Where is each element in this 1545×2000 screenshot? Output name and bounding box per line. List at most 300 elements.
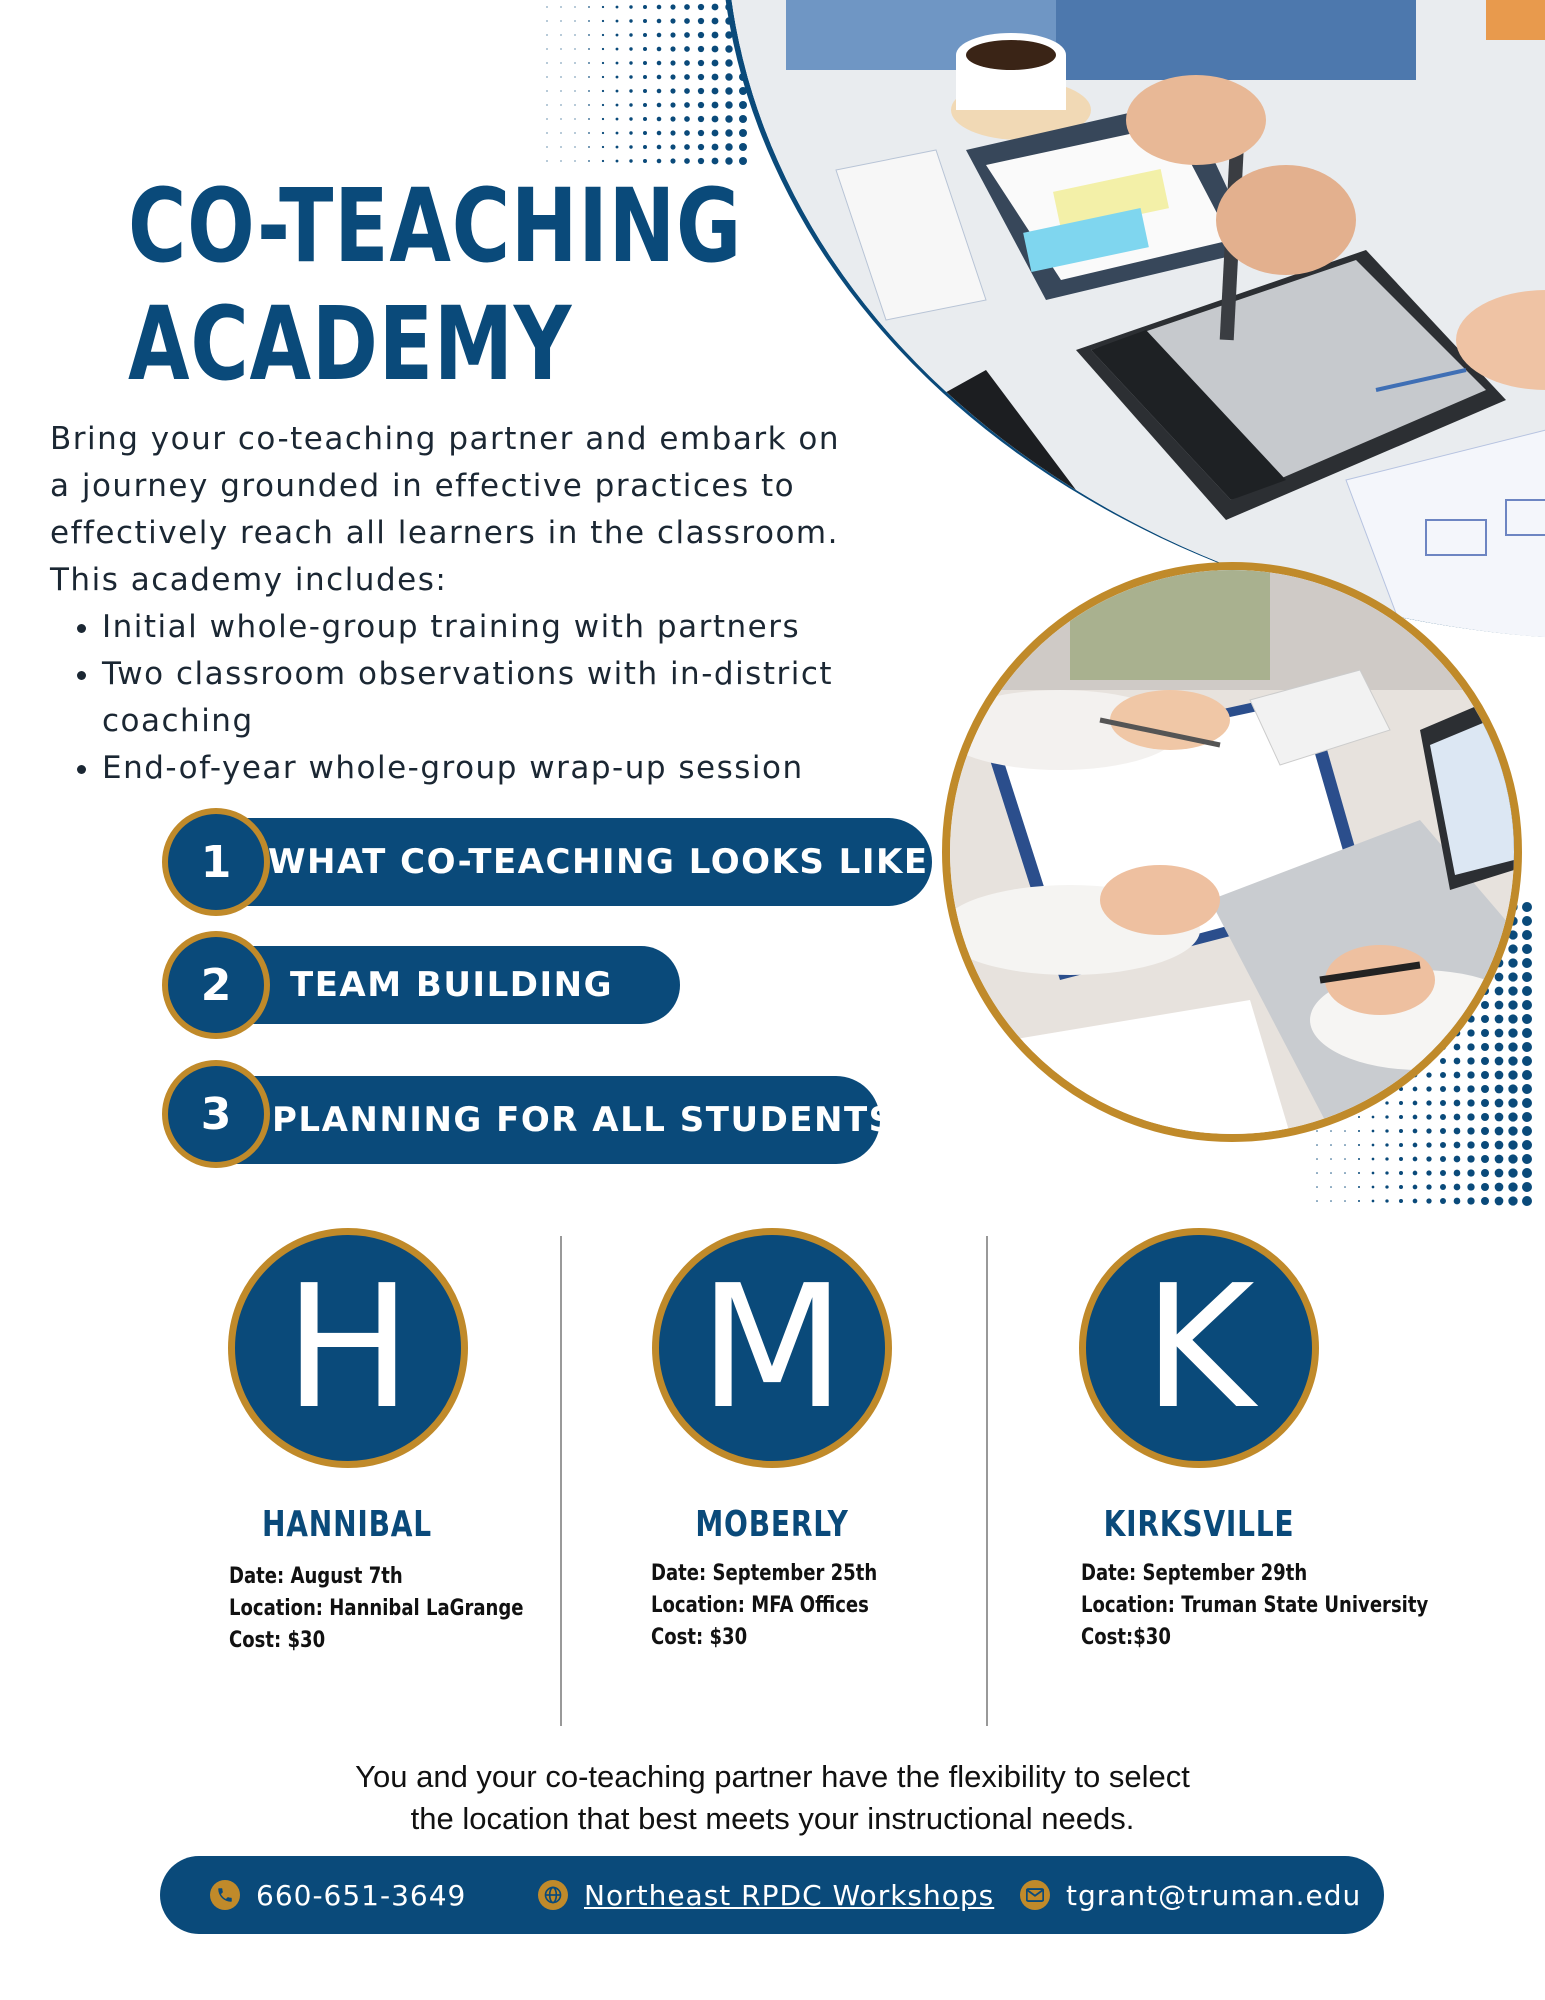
halftone-dot [657,33,662,38]
halftone-dot [602,90,604,92]
halftone-dot [629,75,632,78]
halftone-dot [1372,1158,1375,1161]
halftone-dot [698,144,704,150]
step-3-pill [170,1076,895,1164]
halftone-dot [602,6,604,8]
column-divider [560,1236,562,1726]
halftone-dot [698,46,704,52]
halftone-dot [602,118,604,120]
contact-email[interactable] [1020,1856,1361,1934]
halftone-dot [657,159,662,164]
halftone-dot [1454,1170,1461,1177]
step-2-pill [170,946,680,1024]
halftone-dot [670,158,675,163]
halftone-dot [629,89,632,92]
halftone-dot [1399,1185,1403,1189]
halftone-dot [546,48,547,49]
halftone-dot [670,60,675,65]
halftone-dot [629,47,632,50]
halftone-dot [1522,1070,1532,1080]
halftone-dot [602,62,604,64]
halftone-dot [560,20,561,21]
moberly-details [651,1558,877,1654]
halftone-dot [712,88,719,95]
halftone-dot [1522,1042,1532,1052]
halftone-dot [670,102,675,107]
halftone-dot [546,118,547,119]
halftone-dot [1413,1185,1418,1190]
halftone-dot [546,146,547,147]
halftone-dot [698,102,704,108]
halftone-dot [1344,1186,1346,1188]
halftone-dot [1399,1199,1403,1203]
halftone-dot [602,48,604,50]
mail-icon [1020,1880,1050,1910]
halftone-dot [1522,958,1532,968]
halftone-dot [602,132,604,134]
halftone-dot [1522,1028,1532,1038]
kirksville-details [1081,1558,1428,1654]
halftone-dot [560,104,561,105]
halftone-dot [1399,1157,1403,1161]
halftone-dot [602,20,604,22]
location-date: Date: September 25th [651,1561,878,1586]
halftone-dot [670,88,675,93]
halftone-dot [698,18,704,24]
halftone-dot [698,158,704,164]
halftone-dot [546,20,547,21]
halftone-dot [629,145,632,148]
halftone-dot [1481,1155,1489,1163]
round-photo-meeting [942,562,1522,1142]
page-title [128,168,742,404]
halftone-dot [574,62,575,63]
halftone-dot [1522,1014,1532,1024]
halftone-dot [1467,1155,1474,1162]
halftone-dot [1522,1154,1532,1164]
halftone-dot [1358,1172,1360,1174]
halftone-dot [1522,944,1532,954]
halftone-dot [657,117,662,122]
location-cost: Cost:$30 [1081,1625,1171,1650]
halftone-dot [657,47,662,52]
halftone-dot [1522,930,1532,940]
halftone-dot [1385,1171,1388,1174]
halftone-dot [643,89,647,93]
halftone-dot [698,4,704,10]
halftone-dot [712,4,719,11]
halftone-dot [657,89,662,94]
halftone-dot [629,159,632,162]
phone-icon [210,1880,240,1910]
halftone-dot [670,144,675,149]
halftone-dot [657,131,662,136]
location-date: Date: August 7th [229,1564,403,1589]
halftone-dot [1372,1172,1375,1175]
halftone-dot [1508,1168,1517,1177]
halftone-dot [1426,1184,1431,1189]
halftone-dot [560,132,561,133]
halftone-dot [560,90,561,91]
halftone-dot [712,46,719,53]
halftone-dot [1522,972,1532,982]
academy-includes-list [50,604,850,792]
halftone-dot [1481,1141,1489,1149]
halftone-dot [643,159,647,163]
halftone-dot [684,158,690,164]
halftone-dot [1495,1155,1504,1164]
halftone-dot [588,20,590,22]
halftone-dot [616,160,619,163]
halftone-dot [574,146,575,147]
moberly-letter-badge: M [652,1228,892,1468]
location-date: Date: September 29th [1081,1561,1308,1586]
halftone-dot [1522,986,1532,996]
halftone-dot [574,48,575,49]
halftone-dot [546,160,547,161]
halftone-dot [1413,1199,1418,1204]
halftone-dot [574,34,575,35]
halftone-dot [588,34,590,36]
halftone-dot [712,18,719,25]
halftone-dot [698,32,704,38]
closing-line-2: the location that best meets your instructional needs. [410,1801,1135,1836]
halftone-dot [1508,1154,1517,1163]
intro-section [50,416,850,792]
halftone-dot [1522,1084,1532,1094]
halftone-dot [602,34,604,36]
halftone-dot [1522,916,1532,926]
halftone-dot [684,130,690,136]
halftone-dot [1372,1144,1375,1147]
halftone-dot [684,88,690,94]
halftone-dot [546,34,547,35]
halftone-dot [1385,1185,1388,1188]
halftone-dot [643,47,647,51]
halftone-dot [1413,1157,1418,1162]
halftone-dot [574,160,575,161]
title-line-2: ACADEMY [128,285,573,404]
halftone-dot [616,62,619,65]
halftone-dot [1522,1126,1532,1136]
halftone-dot [560,146,561,147]
halftone-dot [712,74,719,81]
closing-line-1: You and your co-teaching partner have the flexibility to select [355,1759,1190,1794]
halftone-dot [684,46,690,52]
list-item: • Two classroom observations with in-district coaching [102,651,850,745]
contact-website[interactable] [538,1856,994,1934]
halftone-dot [698,60,704,66]
halftone-dot [629,61,632,64]
kirksville-letter-badge: K [1079,1228,1319,1468]
halftone-dot [1316,1172,1318,1174]
halftone-dot [1522,1140,1532,1150]
halftone-dot [616,6,619,9]
halftone-dot [560,48,561,49]
halftone-dot [560,62,561,63]
halftone-dot [643,145,647,149]
halftone-dot [698,88,704,94]
halftone-dot [712,32,719,39]
halftone-dot [670,116,675,121]
halftone-dot [560,76,561,77]
step-1-pill [170,818,932,906]
halftone-dot [1330,1158,1332,1160]
halftone-dot [616,76,619,79]
halftone-dot [1413,1143,1418,1148]
halftone-dot [1508,1196,1517,1205]
halftone-dot [1372,1186,1375,1189]
halftone-dot [1344,1144,1346,1146]
halftone-dot [1454,1142,1461,1149]
halftone-dot [588,104,590,106]
halftone-dot [546,90,547,91]
halftone-dot [574,118,575,119]
halftone-dot [588,118,590,120]
halftone-dot [616,146,619,149]
list-item: • Initial whole-group training with partners [102,604,850,651]
halftone-dot [1467,1197,1474,1204]
halftone-dot [684,102,690,108]
location-cost: Cost: $30 [229,1628,326,1653]
halftone-dot [588,76,590,78]
halftone-dot [1522,1168,1532,1178]
halftone-dot [657,103,662,108]
halftone-dot [1454,1198,1461,1205]
halftone-dot [1316,1186,1318,1188]
halftone-dot [643,33,647,37]
step-number: 3 [162,1060,270,1168]
halftone-dot [1495,1183,1504,1192]
halftone-dot [684,116,690,122]
halftone-dot [1316,1200,1318,1202]
halftone-dot [1440,1184,1446,1190]
halftone-dot [684,74,690,80]
halftone-dot [629,103,632,106]
halftone-dot [629,131,632,134]
halftone-dot [1481,1169,1489,1177]
halftone-dot [1330,1144,1332,1146]
column-divider [986,1236,988,1726]
halftone-dot [657,145,662,150]
halftone-dot [712,60,719,67]
halftone-dot [1358,1186,1360,1188]
halftone-dot [1508,1140,1517,1149]
halftone-dot [588,6,590,8]
hannibal-details [229,1561,524,1657]
halftone-dot [1426,1156,1431,1161]
halftone-dot [616,132,619,135]
email-address: tgrant@truman.edu [1066,1878,1362,1912]
halftone-dot [698,130,704,136]
halftone-dot [602,104,604,106]
halftone-dot [588,132,590,134]
halftone-dot [1330,1186,1332,1188]
halftone-dot [670,18,675,23]
halftone-dot [1413,1171,1418,1176]
hannibal-name: HANNIBAL [262,1504,432,1545]
halftone-dot [574,6,575,7]
halftone-dot [712,144,719,151]
halftone-dot [684,144,690,150]
halftone-dot [684,4,690,10]
halftone-dot [616,118,619,121]
halftone-dot [574,104,575,105]
halftone-dot [616,48,619,51]
halftone-dot [1495,1141,1504,1150]
halftone-dot [616,90,619,93]
halftone-dot [684,18,690,24]
halftone-dot [670,46,675,51]
hannibal-letter-badge: H [228,1228,468,1468]
halftone-dot [546,132,547,133]
halftone-dot [1344,1172,1346,1174]
halftone-dot [1481,1197,1489,1205]
halftone-dot [546,62,547,63]
halftone-dot [1385,1143,1388,1146]
halftone-dot [629,117,632,120]
halftone-dot [657,19,662,24]
halftone-dot [1467,1141,1474,1148]
step-label: PLANNING FOR ALL STUDENTS [272,1100,895,1140]
contact-phone[interactable] [210,1856,466,1934]
halftone-dot [657,61,662,66]
halftone-dot [1358,1144,1360,1146]
halftone-dot [643,19,647,23]
halftone-dot [643,131,647,135]
halftone-dot [643,117,647,121]
step-number: 2 [162,931,270,1039]
halftone-dot [670,74,675,79]
halftone-dot [1440,1156,1446,1162]
halftone-dot [1426,1198,1431,1203]
location-cost: Cost: $30 [651,1625,748,1650]
halftone-dot [670,130,675,135]
halftone-dot [1426,1142,1431,1147]
step-label: TEAM BUILDING [290,965,613,1005]
halftone-dot [588,160,590,162]
halftone-dot [1316,1144,1318,1146]
halftone-dot [1454,1156,1461,1163]
halftone-dot [712,116,719,123]
step-number: 1 [162,808,270,916]
halftone-dot [629,33,632,36]
halftone-dot [1467,1169,1474,1176]
halftone-dot [1385,1199,1388,1202]
phone-number: 660-651-3649 [256,1878,467,1912]
halftone-dot [629,5,632,8]
website-link[interactable]: Northeast RPDC Workshops [584,1878,995,1912]
halftone-dot [602,76,604,78]
halftone-dot [643,5,647,9]
list-item: • End-of-year whole-group wrap-up session [102,745,850,792]
halftone-dot [643,61,647,65]
closing-note [0,1756,1545,1840]
halftone-dot [712,102,719,109]
halftone-dot [574,20,575,21]
halftone-dot [698,116,704,122]
halftone-dot [1454,1184,1461,1191]
halftone-dot [1399,1143,1403,1147]
halftone-dot [616,104,619,107]
halftone-dot [1522,1196,1532,1206]
halftone-dot [1522,902,1532,912]
halftone-dot [670,4,675,9]
halftone-dot [574,76,575,77]
location-venue: Location: MFA Offices [651,1593,869,1618]
halftone-dot [1522,1056,1532,1066]
contact-bar [160,1856,1384,1934]
halftone-dot [1522,1098,1532,1108]
halftone-dot [588,48,590,50]
halftone-dot [616,34,619,37]
location-venue: Location: Truman State University [1081,1593,1429,1618]
halftone-dot [684,32,690,38]
halftone-dot [1316,1158,1318,1160]
halftone-dot [1330,1200,1332,1202]
halftone-dot [1358,1200,1360,1202]
halftone-dot [574,132,575,133]
halftone-dot [712,158,719,165]
halftone-dot [643,103,647,107]
halftone-dot [712,130,719,137]
halftone-dot [1495,1169,1504,1178]
halftone-dot [1481,1183,1489,1191]
halftone-dot [588,62,590,64]
halftone-dot [1522,1000,1532,1010]
halftone-dot [546,76,547,77]
halftone-dot [602,160,604,162]
halftone-dot [560,6,561,7]
step-label: WHAT CO-TEACHING LOOKS LIKE [268,842,929,882]
halftone-dot [1495,1197,1504,1206]
halftone-dot [574,90,575,91]
halftone-dot [602,146,604,148]
halftone-dot [616,20,619,23]
halftone-dot [588,90,590,92]
halftone-dot [560,118,561,119]
halftone-dot [1522,1112,1532,1122]
halftone-dot [1440,1170,1446,1176]
halftone-dot [629,19,632,22]
halftone-dot [657,75,662,80]
halftone-dot [1426,1170,1431,1175]
halftone-dot [698,74,704,80]
halftone-dot [1440,1198,1446,1204]
halftone-dot [684,60,690,66]
halftone-dot [657,5,662,10]
halftone-dot [1358,1158,1360,1160]
location-venue: Location: Hannibal LaGrange [229,1596,524,1621]
halftone-dot [1344,1200,1346,1202]
halftone-dot [670,32,675,37]
halftone-dot [1385,1157,1388,1160]
moberly-name: MOBERLY [695,1504,849,1545]
halftone-dot [1344,1158,1346,1160]
halftone-dot [560,34,561,35]
halftone-dot [1467,1183,1474,1190]
halftone-dot [1399,1171,1403,1175]
halftone-dot [560,160,561,161]
halftone-dot [546,104,547,105]
title-line-1: CO-TEACHING [128,167,743,286]
kirksville-name: KIRKSVILLE [1103,1504,1295,1545]
halftone-dot [1330,1172,1332,1174]
halftone-dot [1522,1182,1532,1192]
intro-paragraph: Bring your co-teaching partner and embark on a journey grounded in effective practices to effectively reach all learners in the classroom. This academy includes: [50,421,841,598]
halftone-dot [1440,1142,1446,1148]
halftone-dot [588,146,590,148]
